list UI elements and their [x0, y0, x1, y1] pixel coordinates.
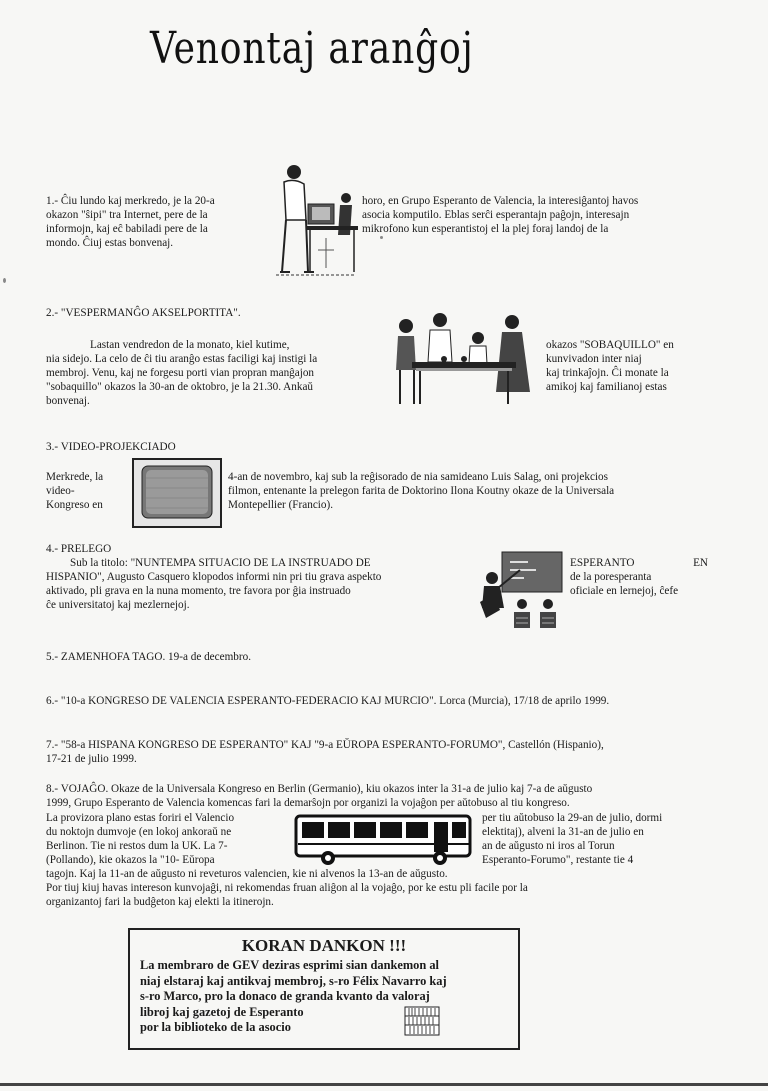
thanks-box: [128, 928, 520, 1050]
text-line: Lastan vendredon de la monato, kiel kutime,: [90, 339, 290, 351]
text-line: okazos "SOBAQUILLO" en: [546, 339, 674, 351]
thanks-heading: KORAN DANKON !!!: [241, 936, 407, 955]
text-line: Sub la titolo: "NUNTEMPA SITUACIO DE LA INSTRUADO DE: [70, 557, 371, 569]
text-line: 4-an de novembro, kaj sub la reĝisorado de nia samideano Luis Salag, oni projekcios: [228, 471, 608, 483]
text-line: Merkrede, la: [46, 471, 104, 483]
television-icon: [132, 458, 222, 528]
text-line: bonvenaj.: [46, 395, 90, 407]
text-line: per tiu aŭtobuso la 29-an de julio, dormi: [482, 812, 663, 824]
text-line: asocia komputilo. Eblas serĉi esperantajn paĝojn, interesajn: [362, 209, 630, 221]
text-line: kaj trinkaĵojn. Ĉi monate la: [546, 367, 669, 379]
item8-left-text: [46, 811, 290, 867]
scan-speck: [380, 236, 383, 239]
text-word: EN: [693, 557, 708, 569]
item1-right-text: [362, 194, 710, 236]
item8-bottom-text: [46, 867, 714, 909]
item2-right-text: [546, 338, 708, 394]
item5-text: 5.- ZAMENHOFA TAGO. 19-a de decembro.: [46, 651, 251, 663]
text-line: informojn, kaj eĉ babiladi pere de la: [46, 223, 208, 235]
item3-heading: 3.- VIDEO-PROJEKCIADO: [46, 441, 176, 453]
text-line: Por tiuj kiuj havas intereson kunvojaĝi, ni rekomendas fruan aliĝon al la vojaĝo, por ke estu pli facile por la: [46, 882, 528, 894]
thanks-line: s-ro Marco, pro la donaco de granda kvanto da valoraj: [140, 989, 430, 1003]
thanks-line: por la biblioteko de la asocio: [140, 1020, 291, 1034]
text-line: Kongreso en: [46, 499, 103, 511]
text-line: La provizora plano estas foriri el Valencio: [46, 812, 235, 824]
text-line: [570, 556, 708, 570]
text-word: ESPERANTO: [570, 557, 635, 569]
text-line: "sobaquillo" okazos la 30-an de oktobro, je la 21.30. Ankaŭ: [46, 381, 314, 393]
text-line: mikrofono kun esperantistoj el la plej foraj landoj de la: [362, 223, 609, 235]
text-line: an de aŭgusto ni iros al Torun: [482, 840, 615, 852]
text-line: du noktojn dumvoje (en lokoj ankoraŭ ne: [46, 826, 232, 838]
item1-left-text: [46, 194, 264, 250]
text-line: (Pollando), kie okazos la "10- Eŭropa: [46, 854, 215, 866]
text-line: de la poresperanta: [570, 571, 652, 583]
item4-right-text: [570, 556, 708, 598]
scan-edge-line: [0, 1083, 768, 1086]
text-line: membroj. Venu, kaj ne forgesu porti vian propran manĝajon: [46, 367, 315, 379]
text-line: elektitaj), alveni la 31-an de julio en: [482, 826, 644, 838]
text-line: okazon "ŝipi" tra Internet, pere de la: [46, 209, 208, 221]
text-line: Montepellier (Francio).: [228, 499, 334, 511]
text-line: 17-21 de julio 1999.: [46, 753, 137, 765]
person-at-computer-icon: [266, 160, 358, 280]
text-line: video-: [46, 485, 75, 497]
scan-speck: [3, 278, 6, 283]
text-line: aktivado, pli grava en la nuna momento, tre favora por ĝia instruado: [46, 585, 351, 597]
text-line: 1999, Grupo Esperanto de Valencia komencas fari la demarŝojn por organizi la vojaĝon per aŭtobuso al tiu kongreso.: [46, 797, 570, 809]
text-line: Esperanto-Forumo", restante tie 4: [482, 854, 634, 866]
thanks-line: La membraro de GEV deziras esprimi sian dankemon al: [140, 958, 439, 972]
item2-heading: 2.- "VESPERMANĜO AKSELPORTITA".: [46, 307, 241, 319]
text-line: ĉe universitatoj kaj mezlernejoj.: [46, 599, 190, 611]
item3-right-text: [228, 470, 712, 512]
text-line: mondo. Ĉiuj estas bonvenaj.: [46, 237, 174, 249]
bus-icon: [294, 812, 474, 868]
item7-text: [46, 738, 710, 766]
text-line: tagojn. Kaj la 11-an de aŭgusto ni reveturos valencien, kie ni alvenos la 13-an de aŭgusto.: [46, 868, 448, 880]
lecture-icon: [476, 548, 566, 632]
text-line: oficiale en lernejoj, ĉefe: [570, 585, 679, 597]
thanks-line: niaj elstaraj kaj antikvaj membroj, s-ro Félix Navarro kaj: [140, 973, 447, 988]
text-line: HISPANIO", Augusto Casquero klopodos informi nin pri tiu grava aspekto: [46, 571, 382, 583]
text-line: amikoj kaj familianoj estas: [546, 381, 667, 393]
item8-top-text: [46, 782, 714, 810]
item2-left-text: [46, 338, 386, 408]
text-line: nia sidejo. La celo de ĉi tiu aranĝo estas faciligi kaj instigi la: [46, 353, 318, 365]
text-line: 7.- "58-a HISPANA KONGRESO DE ESPERANTO" KAJ "9-a EŬROPA ESPERANTO-FORUMO", Castellón (Hispanio),: [46, 739, 604, 751]
text-line: horo, en Grupo Esperanto de Valencia, la interesiĝantoj havos: [362, 195, 639, 207]
text-line: 8.- VOJAĜO. Okaze de la Universala Kongreso en Berlin (Germanio), kiu okazos inter la 31-a de julio kaj 7-a de aŭgusto: [46, 783, 593, 795]
text-line: organizantoj fari la budĝeton kaj elekti la itinerojn.: [46, 896, 274, 908]
item3-left-text: [46, 470, 130, 512]
text-line: filmon, entenante la prelegon farita de Doktorino Ilona Koutny okaze de la Universala: [228, 485, 615, 497]
text-line: 1.- Ĉiu lundo kaj merkredo, je la 20-a: [46, 195, 215, 207]
item4-left-text: [46, 556, 474, 612]
text-line: kunvivadon inter niaj: [546, 353, 642, 365]
item8-right-text: [482, 811, 710, 867]
text-line: Berlinon. Tie ni restos dum la UK. La 7-: [46, 840, 228, 852]
bookshelf-icon: [404, 1006, 440, 1036]
item6-text: 6.- "10-a KONGRESO DE VALENCIA ESPERANTO-FEDERACIO KAJ MURCIO". Lorca (Murcia), 17/18 de aprilo 1999.: [46, 695, 610, 707]
family-dinner-icon: [392, 312, 542, 408]
page-title: Venontaj aranĝoj: [150, 23, 474, 74]
thanks-line: libroj kaj gazetoj de Esperanto: [140, 1004, 304, 1019]
item4-heading: 4.- PRELEGO: [46, 543, 112, 555]
